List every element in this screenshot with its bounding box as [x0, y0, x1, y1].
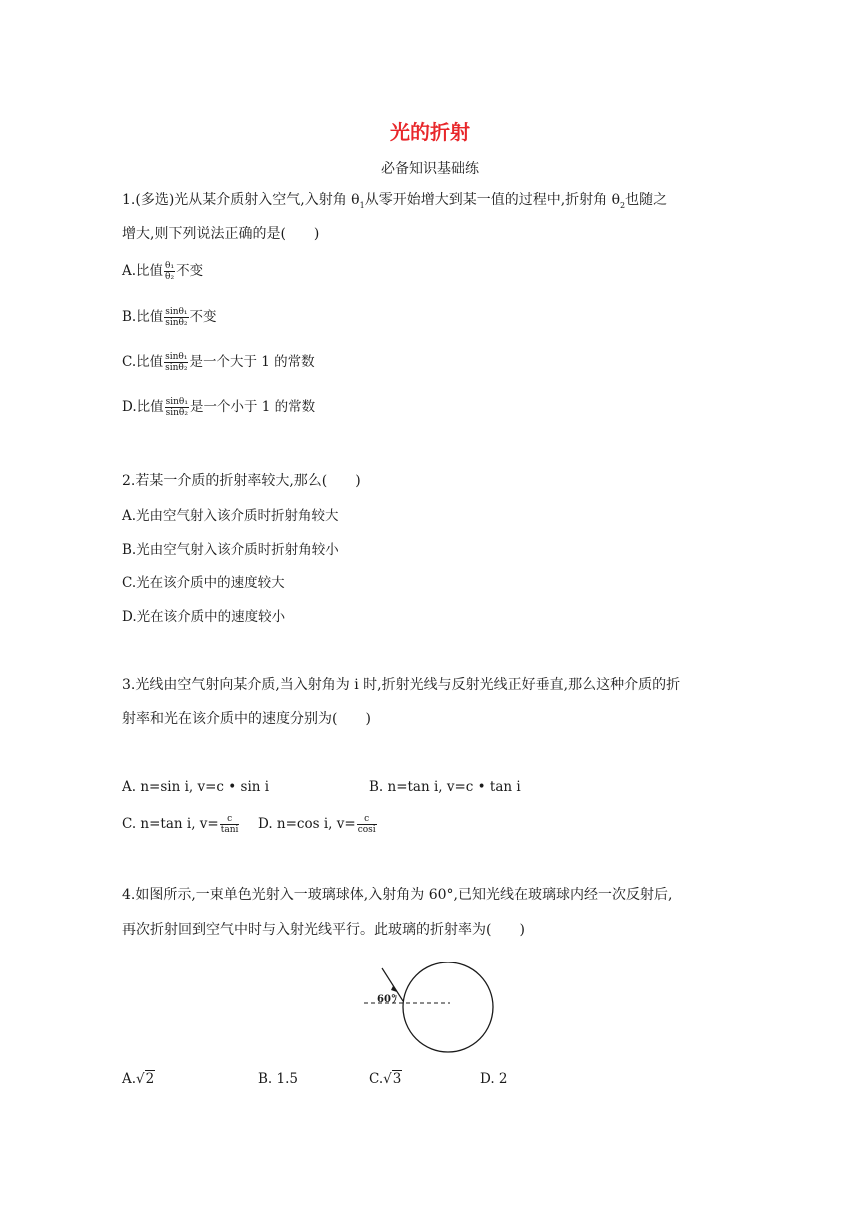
q3-option-b: B. n=tan i, v=c • tan i: [369, 779, 521, 795]
q1-d-prefix: D.比值: [122, 399, 164, 415]
q1-b-fraction: [164, 307, 188, 328]
q1-text-a: 1.(多选)光从某介质射入空气,入射角 θ: [122, 192, 360, 208]
glass-sphere-circle: [403, 962, 493, 1052]
q1-a-den: θ₂: [165, 272, 175, 282]
q1-c-fraction: [164, 352, 188, 373]
q1-sub-2: 2: [620, 200, 626, 210]
q4-c-prefix: C.: [369, 1071, 384, 1087]
q3-option-d: [258, 814, 378, 835]
q1-b-prefix: B.比值: [122, 309, 164, 325]
q4-a-sqrt: √2: [136, 1071, 155, 1087]
glass-sphere-figure: [360, 962, 500, 1058]
q3-option-c: [122, 814, 240, 835]
question-4-line-1: 4.如图所示,一束单色光射入一玻璃球体,入射角为 60°,已知光线在玻璃球内经一次反射后,: [122, 887, 673, 903]
q4-a-prefix: A.: [122, 1071, 137, 1087]
question-3-line-1: 3.光线由空气射向某介质,当入射角为 i 时,折射光线与反射光线正好垂直,那么这种介质的折: [122, 677, 681, 693]
q1-d-suffix: 是一个小于 1 的常数: [189, 399, 316, 415]
q4-option-c: [369, 1069, 402, 1089]
q2-option-a: A.光由空气射入该介质时折射角较大: [122, 508, 339, 524]
question-2-stem: 2.若某一介质的折射率较大,那么( ): [122, 473, 361, 489]
q1-a-num: θ₁: [165, 261, 175, 271]
question-3-line-2: 射率和光在该介质中的速度分别为( ): [122, 711, 371, 727]
question-1-line-2: 增大,则下列说法正确的是( ): [122, 226, 320, 242]
q1-option-b: [122, 307, 217, 328]
q4-a-radicand: 2: [145, 1071, 155, 1087]
q1-sub-1: 1: [359, 200, 365, 210]
q4-option-a: [122, 1069, 155, 1089]
q2-option-d: D.光在该介质中的速度较小: [122, 609, 286, 625]
q3-option-a: A. n=sin i, v=c • sin i: [122, 779, 270, 795]
q1-d-num: sinθ₁: [165, 397, 188, 407]
q1-c-suffix: 是一个大于 1 的常数: [189, 354, 315, 370]
q1-option-a: [122, 261, 203, 282]
q4-option-d: D. 2: [480, 1071, 508, 1087]
question-1-line-1: [122, 190, 667, 216]
q1-text-c: 也随之: [625, 192, 668, 208]
q1-d-fraction: [165, 397, 189, 418]
q3-c-fraction: [220, 814, 240, 835]
q1-a-prefix: A.比值: [122, 263, 164, 279]
q3-d-fraction: [357, 814, 377, 835]
q1-d-den: sinθ₂: [165, 408, 188, 418]
q1-c-den: sinθ₂: [165, 363, 188, 373]
q1-b-den: sinθ₂: [165, 318, 188, 328]
q1-b-num: sinθ₁: [165, 307, 188, 317]
q4-option-b: B. 1.5: [258, 1071, 298, 1087]
angle-label: 60°: [377, 994, 396, 1005]
q1-a-fraction: [164, 261, 175, 282]
q3-d-prefix: D. n=cos i, v=: [258, 816, 356, 832]
q1-b-suffix: 不变: [189, 309, 217, 325]
q3-c-den: tani: [220, 825, 239, 835]
q1-option-d: [122, 397, 315, 418]
q3-c-prefix: C. n=tan i, v=: [122, 816, 219, 832]
question-4-line-2: 再次折射回到空气中时与入射光线平行。此玻璃的折射率为( ): [122, 922, 525, 938]
section-subtitle: 必备知识基础练: [381, 161, 479, 177]
q3-c-num: c: [220, 814, 240, 825]
q1-option-c: [122, 352, 315, 373]
q4-c-radicand: 3: [392, 1071, 402, 1087]
q1-text-b: 从零开始增大到某一值的过程中,折射角 θ: [364, 192, 621, 208]
page-title: 光的折射: [390, 120, 470, 144]
q1-c-num: sinθ₁: [165, 352, 188, 362]
q4-c-sqrt: √3: [383, 1071, 402, 1087]
q3-d-num: c: [357, 814, 377, 825]
q3-d-den: cosi: [357, 825, 376, 835]
q1-a-suffix: 不变: [176, 263, 204, 279]
q1-c-prefix: C.比值: [122, 354, 164, 370]
q2-option-c: C.光在该介质中的速度较大: [122, 575, 285, 591]
q2-option-b: B.光由空气射入该介质时折射角较小: [122, 542, 339, 558]
